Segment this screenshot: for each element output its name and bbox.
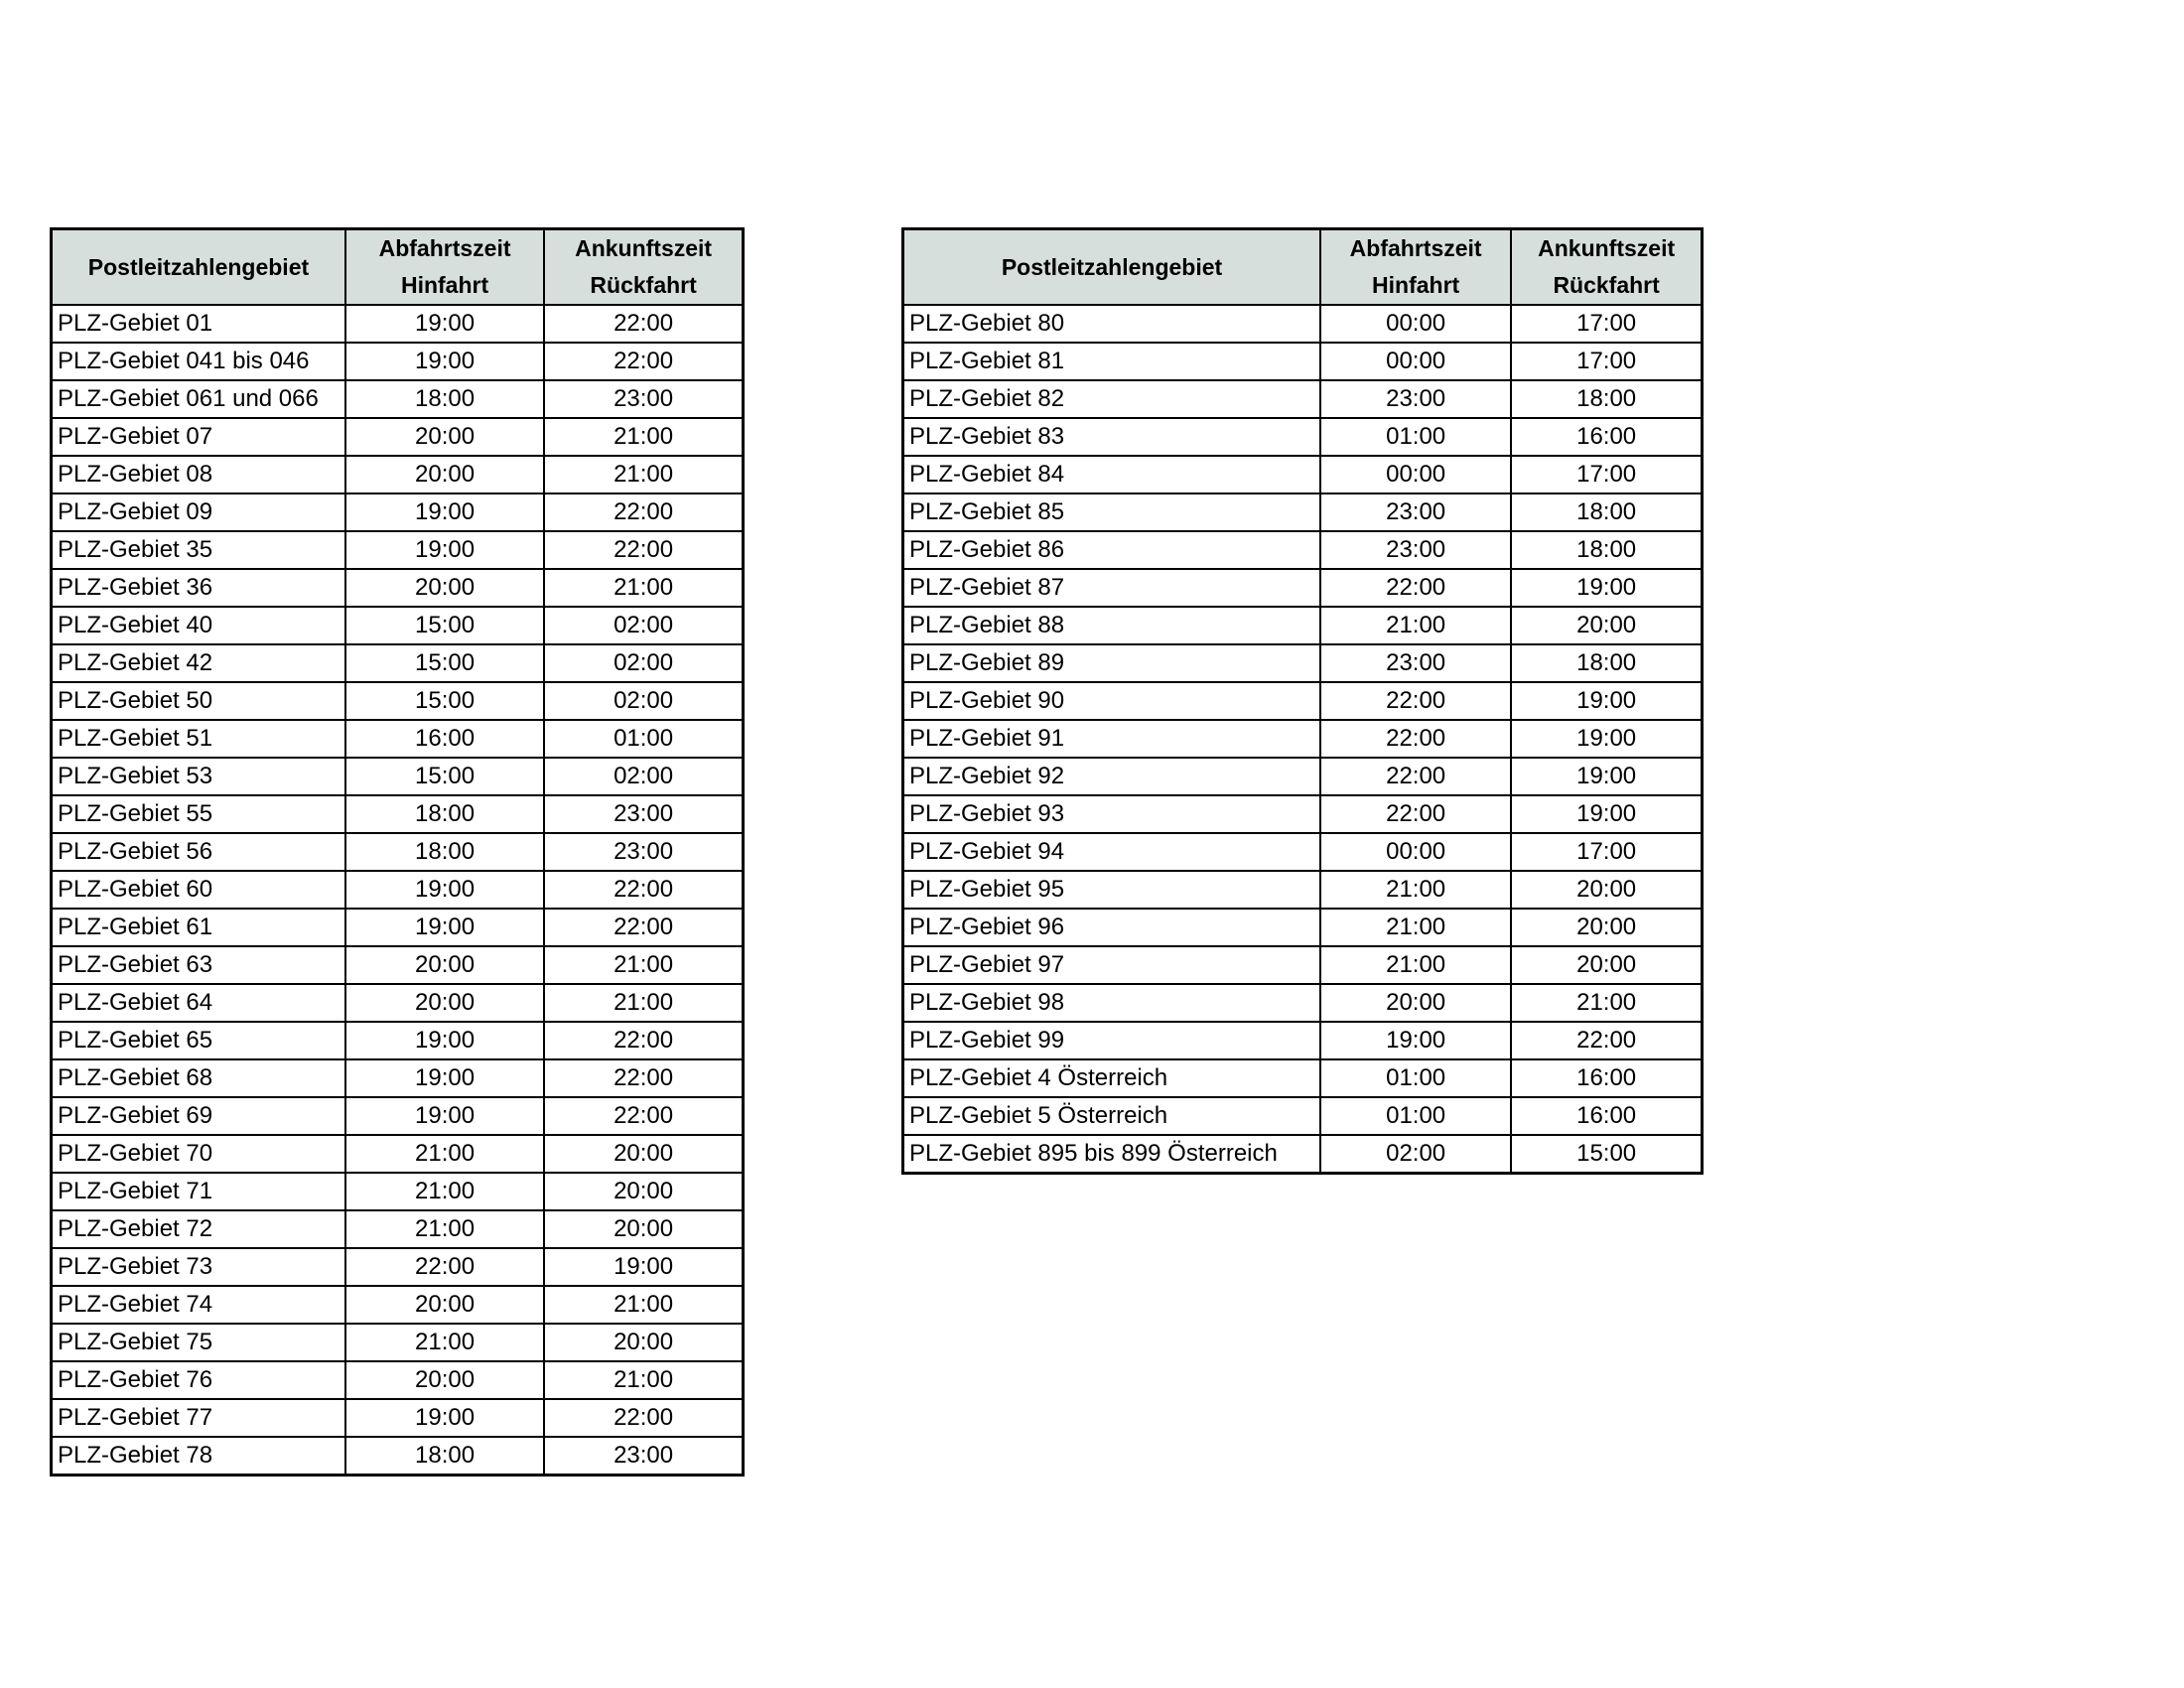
postal-area-cell: PLZ-Gebiet 64 [52, 984, 345, 1022]
departure-time-cell: 15:00 [345, 607, 544, 644]
departure-time-cell: 15:00 [345, 682, 544, 720]
departure-time-cell: 19:00 [345, 305, 544, 343]
table-row [52, 1059, 744, 1097]
header-departure-line2: Hinfahrt [400, 272, 489, 298]
postal-area-cell: PLZ-Gebiet 89 [903, 644, 1321, 682]
postal-area-cell: PLZ-Gebiet 71 [52, 1173, 345, 1210]
table-row [52, 833, 744, 871]
departure-time-cell: 00:00 [1320, 456, 1511, 493]
header-departure [345, 229, 544, 306]
postal-area-cell: PLZ-Gebiet 75 [52, 1324, 345, 1361]
arrival-time-cell: 21:00 [1511, 984, 1702, 1022]
postal-area-cell: PLZ-Gebiet 72 [52, 1210, 345, 1248]
departure-time-cell: 19:00 [345, 531, 544, 569]
table-row [52, 1097, 744, 1135]
arrival-time-cell: 17:00 [1511, 343, 1702, 380]
postal-area-cell: PLZ-Gebiet 83 [903, 418, 1321, 456]
table-row [903, 456, 1703, 493]
arrival-time-cell: 22:00 [544, 493, 743, 531]
arrival-time-cell: 22:00 [544, 1097, 743, 1135]
table-row [903, 1022, 1703, 1059]
arrival-time-cell: 18:00 [1511, 644, 1702, 682]
postal-area-cell: PLZ-Gebiet 08 [52, 456, 345, 493]
postal-area-cell: PLZ-Gebiet 061 und 066 [52, 380, 345, 418]
postal-area-cell: PLZ-Gebiet 95 [903, 871, 1321, 909]
table-body-left [52, 305, 744, 1476]
departure-time-cell: 20:00 [345, 418, 544, 456]
arrival-time-cell: 23:00 [544, 795, 743, 833]
arrival-time-cell: 20:00 [1511, 946, 1702, 984]
table-row [52, 531, 744, 569]
postal-area-cell: PLZ-Gebiet 97 [903, 946, 1321, 984]
arrival-time-cell: 20:00 [544, 1210, 743, 1248]
arrival-time-cell: 02:00 [544, 607, 743, 644]
arrival-time-cell: 21:00 [544, 456, 743, 493]
postal-area-cell: PLZ-Gebiet 76 [52, 1361, 345, 1399]
postal-area-cell: PLZ-Gebiet 4 Österreich [903, 1059, 1321, 1097]
header-arrival-line2: Rückfahrt [1553, 272, 1660, 298]
arrival-time-cell: 22:00 [544, 1399, 743, 1437]
postal-area-cell: PLZ-Gebiet 65 [52, 1022, 345, 1059]
departure-time-cell: 20:00 [345, 1361, 544, 1399]
departure-time-cell: 22:00 [1320, 720, 1511, 758]
table-row [52, 343, 744, 380]
departure-time-cell: 18:00 [345, 380, 544, 418]
departure-time-cell: 02:00 [1320, 1135, 1511, 1174]
arrival-time-cell: 16:00 [1511, 1059, 1702, 1097]
table-row [903, 946, 1703, 984]
departure-time-cell: 22:00 [345, 1248, 544, 1286]
arrival-time-cell: 23:00 [544, 833, 743, 871]
departure-time-cell: 00:00 [1320, 833, 1511, 871]
departure-time-cell: 19:00 [345, 1399, 544, 1437]
header-row [903, 229, 1703, 306]
table-row [903, 343, 1703, 380]
arrival-time-cell: 16:00 [1511, 418, 1702, 456]
table-row [52, 1399, 744, 1437]
postal-area-cell: PLZ-Gebiet 35 [52, 531, 345, 569]
departure-time-cell: 18:00 [345, 795, 544, 833]
departure-time-cell: 21:00 [345, 1135, 544, 1173]
table-row [903, 909, 1703, 946]
arrival-time-cell: 20:00 [1511, 909, 1702, 946]
header-arrival-line2: Rückfahrt [590, 272, 697, 298]
table-row [903, 795, 1703, 833]
departure-time-cell: 21:00 [345, 1210, 544, 1248]
table-row [52, 1173, 744, 1210]
arrival-time-cell: 19:00 [1511, 758, 1702, 795]
postal-area-cell: PLZ-Gebiet 01 [52, 305, 345, 343]
departure-time-cell: 01:00 [1320, 1097, 1511, 1135]
departure-time-cell: 19:00 [345, 493, 544, 531]
table-row [52, 1022, 744, 1059]
arrival-time-cell: 17:00 [1511, 833, 1702, 871]
postal-area-cell: PLZ-Gebiet 99 [903, 1022, 1321, 1059]
table-row [52, 984, 744, 1022]
table-row [52, 720, 744, 758]
arrival-time-cell: 19:00 [1511, 569, 1702, 607]
postal-area-cell: PLZ-Gebiet 55 [52, 795, 345, 833]
arrival-time-cell: 22:00 [544, 343, 743, 380]
arrival-time-cell: 21:00 [544, 946, 743, 984]
arrival-time-cell: 21:00 [544, 1286, 743, 1324]
departure-time-cell: 19:00 [345, 1022, 544, 1059]
departure-time-cell: 21:00 [345, 1173, 544, 1210]
arrival-time-cell: 20:00 [544, 1324, 743, 1361]
table-row [52, 1248, 744, 1286]
table-row [52, 1437, 744, 1476]
departure-time-cell: 22:00 [1320, 569, 1511, 607]
postal-area-cell: PLZ-Gebiet 07 [52, 418, 345, 456]
header-row [52, 229, 744, 306]
schedule-table-left [50, 227, 745, 1477]
table-row [52, 305, 744, 343]
arrival-time-cell: 23:00 [544, 380, 743, 418]
header-departure-line2: Hinfahrt [1372, 272, 1460, 298]
table-row [52, 644, 744, 682]
departure-time-cell: 15:00 [345, 758, 544, 795]
departure-time-cell: 22:00 [1320, 682, 1511, 720]
departure-time-cell: 18:00 [345, 1437, 544, 1476]
table-row [903, 1059, 1703, 1097]
arrival-time-cell: 21:00 [544, 569, 743, 607]
arrival-time-cell: 20:00 [544, 1173, 743, 1210]
arrival-time-cell: 02:00 [544, 682, 743, 720]
arrival-time-cell: 01:00 [544, 720, 743, 758]
postal-area-cell: PLZ-Gebiet 84 [903, 456, 1321, 493]
arrival-time-cell: 15:00 [1511, 1135, 1702, 1174]
postal-area-cell: PLZ-Gebiet 42 [52, 644, 345, 682]
table-row [903, 682, 1703, 720]
postal-area-cell: PLZ-Gebiet 81 [903, 343, 1321, 380]
departure-time-cell: 22:00 [1320, 795, 1511, 833]
table-row [903, 720, 1703, 758]
postal-area-cell: PLZ-Gebiet 09 [52, 493, 345, 531]
departure-time-cell: 23:00 [1320, 531, 1511, 569]
postal-area-cell: PLZ-Gebiet 88 [903, 607, 1321, 644]
table-row [52, 607, 744, 644]
departure-time-cell: 21:00 [345, 1324, 544, 1361]
table-row [903, 380, 1703, 418]
table-row [903, 871, 1703, 909]
departure-time-cell: 01:00 [1320, 418, 1511, 456]
arrival-time-cell: 02:00 [544, 644, 743, 682]
schedule-table-right [901, 227, 1704, 1175]
departure-time-cell: 00:00 [1320, 343, 1511, 380]
postal-area-cell: PLZ-Gebiet 92 [903, 758, 1321, 795]
departure-time-cell: 22:00 [1320, 758, 1511, 795]
postal-area-cell: PLZ-Gebiet 86 [903, 531, 1321, 569]
arrival-time-cell: 21:00 [544, 418, 743, 456]
postal-area-cell: PLZ-Gebiet 90 [903, 682, 1321, 720]
arrival-time-cell: 17:00 [1511, 456, 1702, 493]
departure-time-cell: 20:00 [345, 569, 544, 607]
table-row [52, 758, 744, 795]
departure-time-cell: 20:00 [1320, 984, 1511, 1022]
table-row [903, 833, 1703, 871]
postal-area-cell: PLZ-Gebiet 61 [52, 909, 345, 946]
postal-area-cell: PLZ-Gebiet 50 [52, 682, 345, 720]
departure-time-cell: 20:00 [345, 1286, 544, 1324]
header-postal-area: Postleitzahlengebiet [52, 229, 345, 306]
table-row [903, 758, 1703, 795]
header-departure-line1: Abfahrtszeit [378, 235, 511, 261]
departure-time-cell: 20:00 [345, 984, 544, 1022]
postal-area-cell: PLZ-Gebiet 80 [903, 305, 1321, 343]
departure-time-cell: 19:00 [1320, 1022, 1511, 1059]
arrival-time-cell: 18:00 [1511, 493, 1702, 531]
departure-time-cell: 20:00 [345, 946, 544, 984]
departure-time-cell: 21:00 [1320, 607, 1511, 644]
postal-area-cell: PLZ-Gebiet 94 [903, 833, 1321, 871]
departure-time-cell: 00:00 [1320, 305, 1511, 343]
table-row [52, 418, 744, 456]
postal-area-cell: PLZ-Gebiet 041 bis 046 [52, 343, 345, 380]
header-arrival-line1: Ankunftszeit [1538, 235, 1676, 261]
header-arrival [544, 229, 743, 306]
table-row [52, 795, 744, 833]
table-row [52, 946, 744, 984]
header-departure [1320, 229, 1511, 306]
postal-area-cell: PLZ-Gebiet 63 [52, 946, 345, 984]
arrival-time-cell: 22:00 [1511, 1022, 1702, 1059]
arrival-time-cell: 22:00 [544, 1059, 743, 1097]
postal-area-cell: PLZ-Gebiet 96 [903, 909, 1321, 946]
departure-time-cell: 23:00 [1320, 380, 1511, 418]
table-row [903, 984, 1703, 1022]
table-row [903, 1097, 1703, 1135]
table-row [52, 1210, 744, 1248]
postal-area-cell: PLZ-Gebiet 85 [903, 493, 1321, 531]
arrival-time-cell: 19:00 [1511, 682, 1702, 720]
table-row [52, 871, 744, 909]
departure-time-cell: 20:00 [345, 456, 544, 493]
header-arrival [1511, 229, 1702, 306]
postal-area-cell: PLZ-Gebiet 87 [903, 569, 1321, 607]
arrival-time-cell: 20:00 [1511, 871, 1702, 909]
table-row [52, 909, 744, 946]
table-row [52, 682, 744, 720]
table-row [903, 305, 1703, 343]
arrival-time-cell: 16:00 [1511, 1097, 1702, 1135]
table-row [52, 1361, 744, 1399]
arrival-time-cell: 22:00 [544, 305, 743, 343]
arrival-time-cell: 19:00 [1511, 720, 1702, 758]
arrival-time-cell: 23:00 [544, 1437, 743, 1476]
postal-area-cell: PLZ-Gebiet 91 [903, 720, 1321, 758]
arrival-time-cell: 02:00 [544, 758, 743, 795]
arrival-time-cell: 22:00 [544, 871, 743, 909]
departure-time-cell: 21:00 [1320, 871, 1511, 909]
departure-time-cell: 23:00 [1320, 644, 1511, 682]
table-row [52, 493, 744, 531]
departure-time-cell: 19:00 [345, 1097, 544, 1135]
postal-area-cell: PLZ-Gebiet 36 [52, 569, 345, 607]
postal-area-cell: PLZ-Gebiet 51 [52, 720, 345, 758]
arrival-time-cell: 22:00 [544, 531, 743, 569]
postal-area-cell: PLZ-Gebiet 40 [52, 607, 345, 644]
postal-area-cell: PLZ-Gebiet 69 [52, 1097, 345, 1135]
arrival-time-cell: 20:00 [1511, 607, 1702, 644]
arrival-time-cell: 19:00 [1511, 795, 1702, 833]
table-row [52, 569, 744, 607]
table-row [903, 418, 1703, 456]
postal-area-cell: PLZ-Gebiet 74 [52, 1286, 345, 1324]
table-row [52, 1135, 744, 1173]
table-row [903, 1135, 1703, 1174]
postal-area-cell: PLZ-Gebiet 56 [52, 833, 345, 871]
table-row [52, 456, 744, 493]
arrival-time-cell: 22:00 [544, 1022, 743, 1059]
arrival-time-cell: 20:00 [544, 1135, 743, 1173]
table-row [903, 607, 1703, 644]
arrival-time-cell: 17:00 [1511, 305, 1702, 343]
postal-area-cell: PLZ-Gebiet 53 [52, 758, 345, 795]
departure-time-cell: 19:00 [345, 871, 544, 909]
arrival-time-cell: 19:00 [544, 1248, 743, 1286]
arrival-time-cell: 18:00 [1511, 380, 1702, 418]
postal-area-cell: PLZ-Gebiet 77 [52, 1399, 345, 1437]
postal-area-cell: PLZ-Gebiet 70 [52, 1135, 345, 1173]
table-row [903, 493, 1703, 531]
table-row [903, 644, 1703, 682]
postal-area-cell: PLZ-Gebiet 73 [52, 1248, 345, 1286]
postal-area-cell: PLZ-Gebiet 98 [903, 984, 1321, 1022]
departure-time-cell: 01:00 [1320, 1059, 1511, 1097]
departure-time-cell: 19:00 [345, 909, 544, 946]
arrival-time-cell: 18:00 [1511, 531, 1702, 569]
arrival-time-cell: 21:00 [544, 1361, 743, 1399]
header-postal-area: Postleitzahlengebiet [903, 229, 1321, 306]
postal-area-cell: PLZ-Gebiet 68 [52, 1059, 345, 1097]
departure-time-cell: 23:00 [1320, 493, 1511, 531]
departure-time-cell: 19:00 [345, 1059, 544, 1097]
table-row [903, 569, 1703, 607]
departure-time-cell: 21:00 [1320, 909, 1511, 946]
arrival-time-cell: 21:00 [544, 984, 743, 1022]
departure-time-cell: 21:00 [1320, 946, 1511, 984]
header-arrival-line1: Ankunftszeit [575, 235, 713, 261]
table-body-right [903, 305, 1703, 1174]
departure-time-cell: 18:00 [345, 833, 544, 871]
table-row [903, 531, 1703, 569]
table-row [52, 1286, 744, 1324]
departure-time-cell: 16:00 [345, 720, 544, 758]
table-row [52, 1324, 744, 1361]
departure-time-cell: 15:00 [345, 644, 544, 682]
header-departure-line1: Abfahrtszeit [1349, 235, 1482, 261]
postal-area-cell: PLZ-Gebiet 895 bis 899 Österreich [903, 1135, 1321, 1174]
postal-area-cell: PLZ-Gebiet 5 Österreich [903, 1097, 1321, 1135]
arrival-time-cell: 22:00 [544, 909, 743, 946]
postal-area-cell: PLZ-Gebiet 78 [52, 1437, 345, 1476]
postal-area-cell: PLZ-Gebiet 93 [903, 795, 1321, 833]
table-row [52, 380, 744, 418]
departure-time-cell: 19:00 [345, 343, 544, 380]
postal-area-cell: PLZ-Gebiet 60 [52, 871, 345, 909]
postal-area-cell: PLZ-Gebiet 82 [903, 380, 1321, 418]
